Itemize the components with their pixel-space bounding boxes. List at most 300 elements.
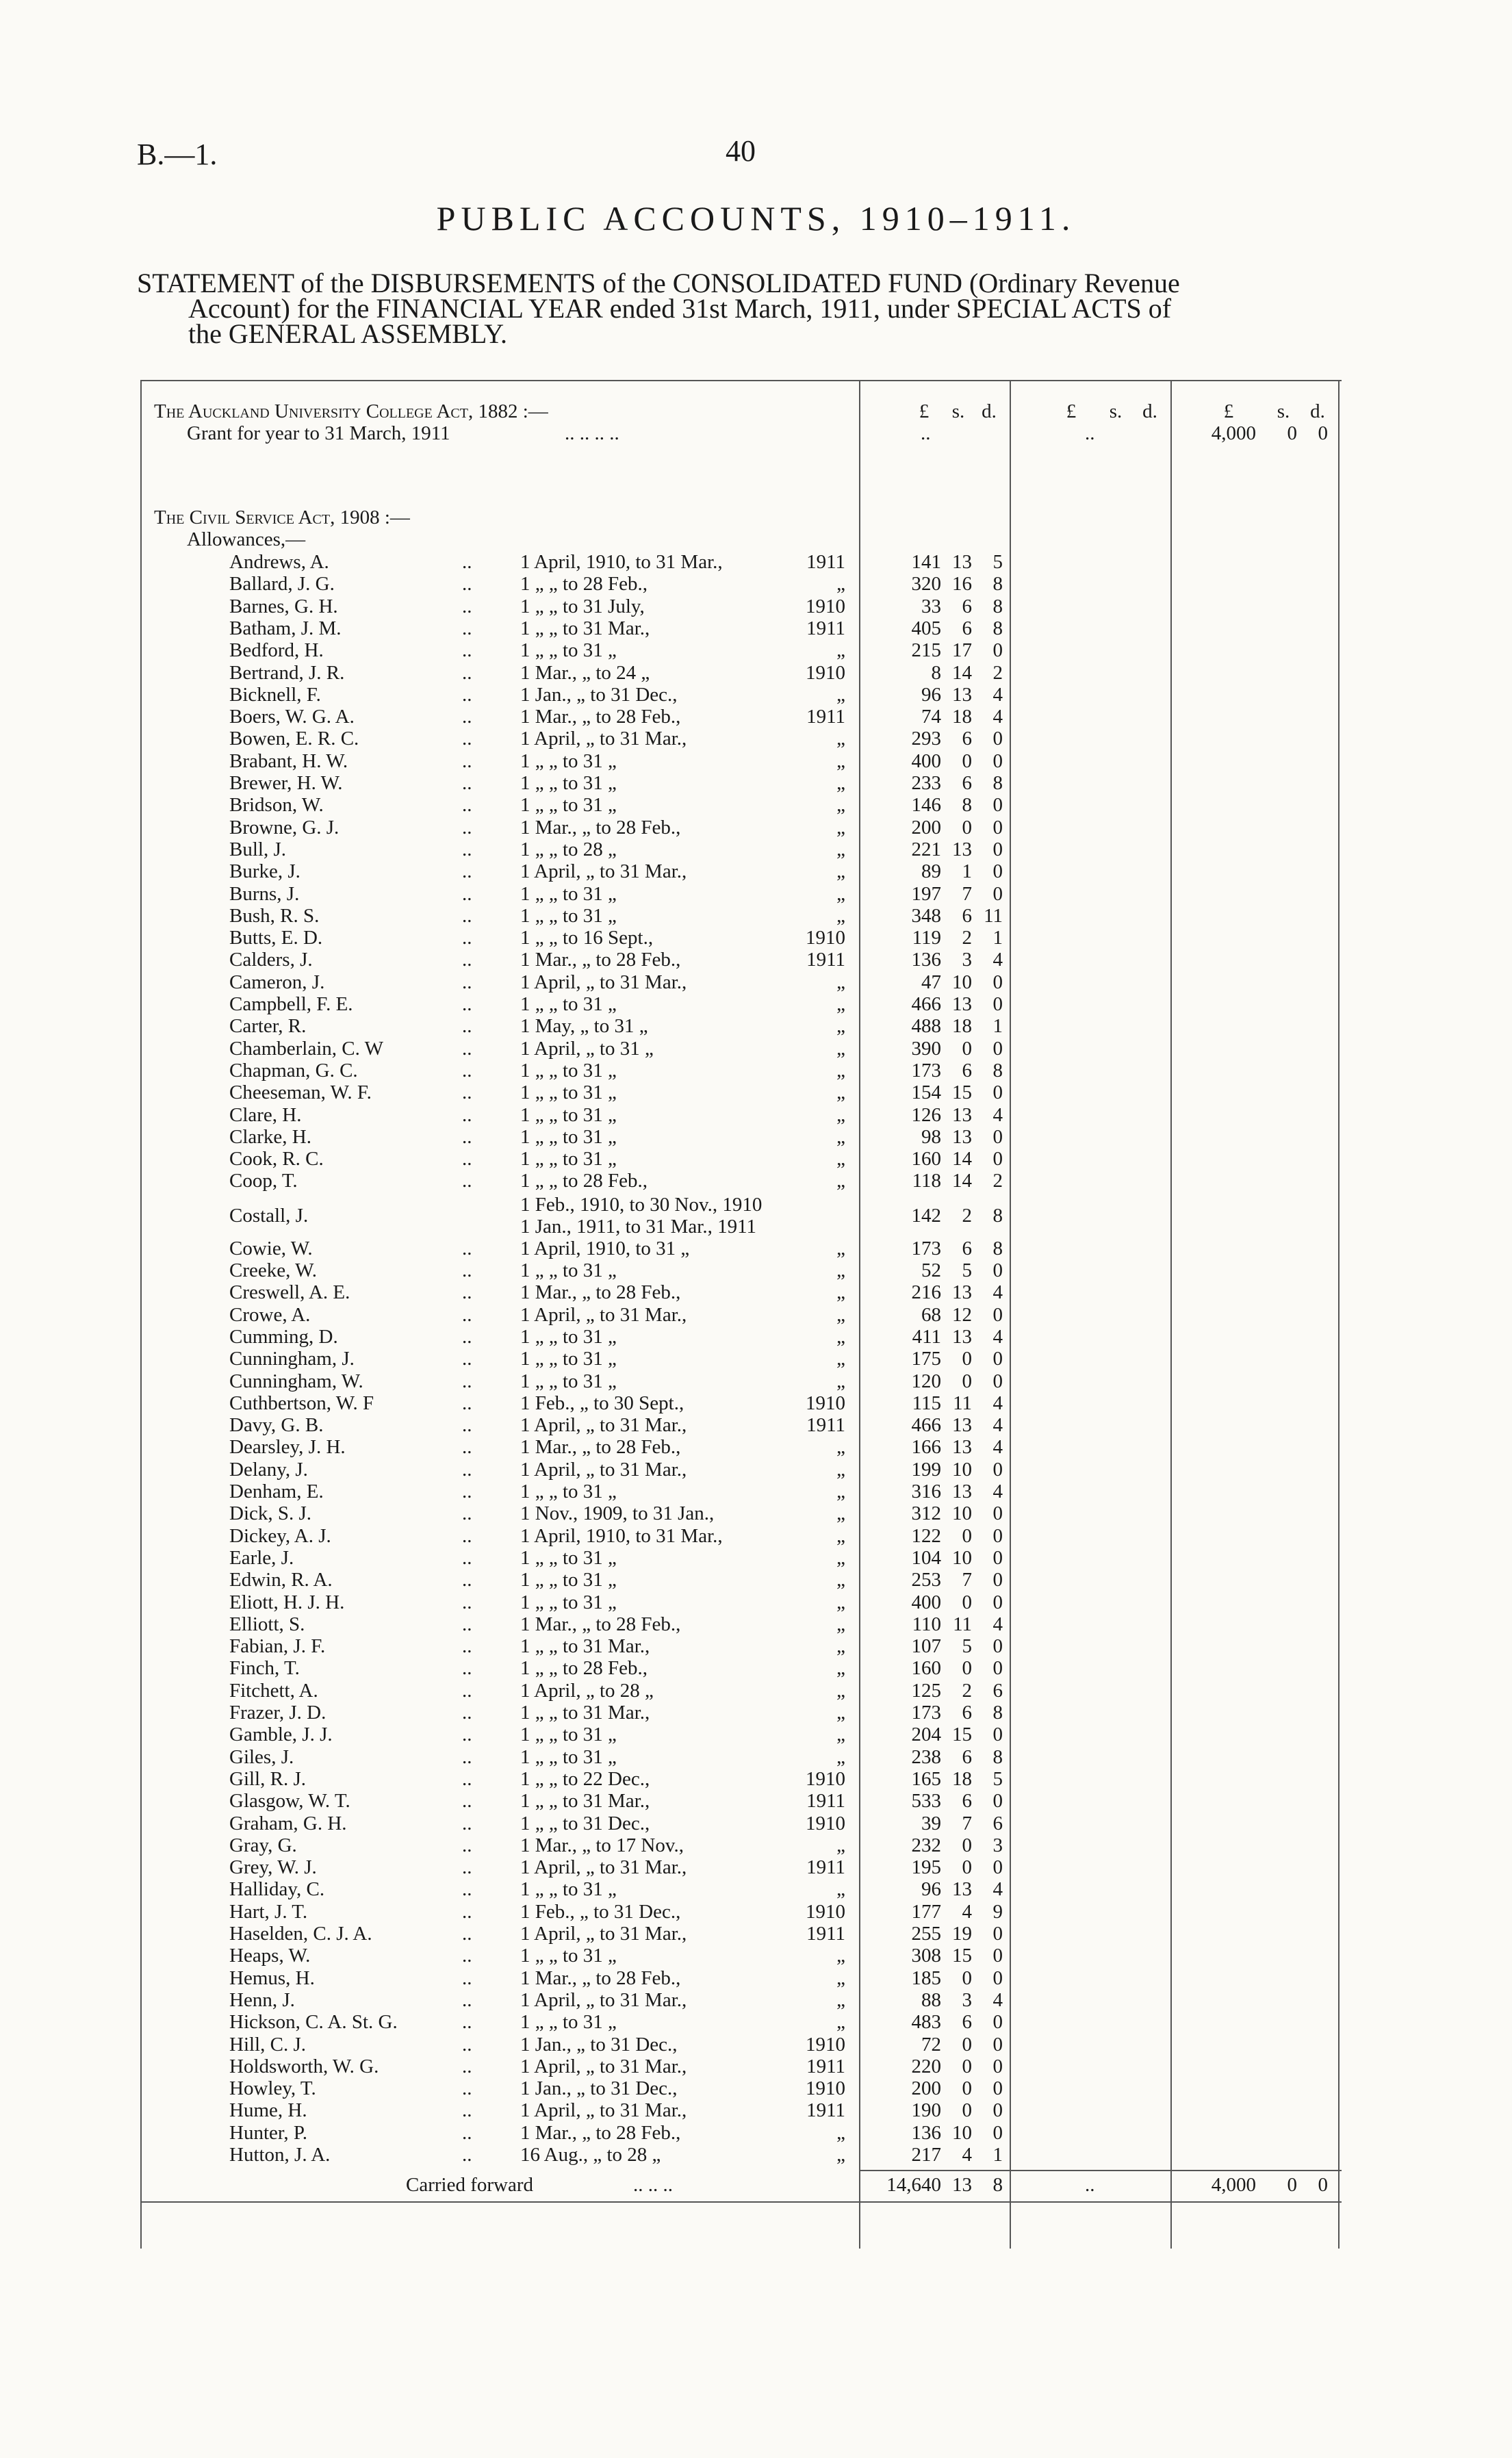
- amount-pence: 0: [992, 1303, 1003, 1326]
- allowances-label: Allowances,—: [187, 528, 306, 550]
- amount-pence: 9: [992, 1900, 1003, 1923]
- period-year: „: [836, 750, 845, 772]
- payee-name: Finch, T.: [229, 1657, 300, 1680]
- period-year: „: [836, 2121, 845, 2144]
- period-year: 1910: [806, 1767, 845, 1790]
- leader-dots: ..: [462, 1325, 472, 1348]
- payee-name: Brewer, H. W.: [229, 772, 343, 794]
- payee-name: Browne, G. J.: [229, 816, 339, 838]
- period-year: „: [836, 1348, 845, 1370]
- amount-shillings: 13: [952, 1414, 972, 1437]
- payee-name: Butts, E. D.: [229, 927, 323, 949]
- amount-shillings: 0: [962, 1037, 972, 1060]
- amount-pounds: 400: [911, 750, 941, 772]
- leader-dots: ..: [462, 1037, 472, 1060]
- leader-dots: ..: [462, 2011, 472, 2034]
- page-number: 40: [726, 134, 756, 168]
- period: 1 „ „ to 28 Feb.,: [520, 1657, 648, 1680]
- amount-shillings: 14: [952, 1170, 972, 1192]
- leader-dots: ..: [462, 1348, 472, 1370]
- leader-dots: ..: [462, 1967, 472, 1989]
- amount-shillings: 10: [952, 1458, 972, 1481]
- amount-pence: 4: [992, 1281, 1003, 1304]
- amount-shillings: 7: [962, 882, 972, 905]
- table-row: [140, 1680, 1342, 1702]
- leader-dots: ..: [462, 1635, 472, 1658]
- period: 1 „ „ to 31 July,: [520, 595, 645, 617]
- period: 1 „ „ to 31 „: [520, 1569, 617, 1591]
- amount-shillings: 10: [952, 1546, 972, 1569]
- amount-pounds: 316: [911, 1481, 941, 1502]
- amount-pounds: 177: [911, 1900, 941, 1923]
- period-year: „: [836, 1679, 845, 1702]
- table-row: [140, 1989, 1342, 2011]
- leader-dots: ..: [462, 1303, 472, 1326]
- amount-pounds: 119: [912, 927, 941, 949]
- table-row: [140, 1081, 1342, 1103]
- leader-dots: ..: [462, 1767, 472, 1790]
- table-row: [140, 1569, 1342, 1591]
- period: 1 „ „ to 28 Feb.,: [520, 573, 648, 596]
- period-year: „: [836, 1546, 845, 1569]
- period-year: 1911: [806, 551, 845, 573]
- period: 1 „ „ to 31 „: [520, 1103, 617, 1126]
- period: 1 April, 1910, to 31 Mar.,: [520, 551, 723, 573]
- amount-pence: 4: [992, 1988, 1003, 2011]
- amount-pounds: 68: [921, 1303, 941, 1326]
- payee-name: Cook, R. C.: [229, 1148, 324, 1170]
- amount-pounds: 118: [912, 1170, 941, 1192]
- period-year: „: [836, 794, 845, 817]
- payee-name: Coop, T.: [229, 1170, 298, 1192]
- amount-shillings: 0: [962, 1967, 972, 1989]
- payee-name: Bedford, H.: [229, 639, 324, 662]
- leader-dots: ..: [462, 1745, 472, 1768]
- period-year: „: [836, 1613, 845, 1635]
- amount-pence: 0: [992, 1348, 1003, 1370]
- period: 1 „ „ to 31 „: [520, 639, 617, 662]
- period: 1 „ „ to 31 „: [520, 794, 617, 817]
- period: 1 „ „ to 31 „: [520, 1325, 617, 1348]
- amount-pounds: 220: [911, 2055, 941, 2077]
- period: 1 Mar., „ to 17 Nov.,: [520, 1834, 684, 1856]
- amount-pence: 8: [992, 1059, 1003, 1081]
- amount-pence: 0: [992, 2121, 1003, 2144]
- amount-pounds: 33: [921, 595, 941, 617]
- amount-shillings: 19: [952, 1923, 972, 1945]
- period: 16 Aug., „ to 28 „: [520, 2144, 661, 2166]
- period-year: „: [836, 1081, 845, 1104]
- amount-shillings: 14: [952, 661, 972, 684]
- payee-name: Andrews, A.: [229, 551, 329, 573]
- leader-dots: ..: [462, 1856, 472, 1879]
- amount-pence: 5: [992, 551, 1003, 573]
- amount-shillings: 13: [952, 1325, 972, 1348]
- period: 1 „ „ to 31 „: [520, 1370, 617, 1392]
- amount-shillings: 6: [962, 1790, 972, 1813]
- amount-pounds: 96: [921, 683, 941, 706]
- payee-name: Earle, J.: [229, 1546, 294, 1569]
- table-row: [140, 1414, 1342, 1436]
- table-row: [140, 1790, 1342, 1812]
- amount-shillings: 0: [962, 1657, 972, 1680]
- amount-pounds: 141: [911, 551, 941, 573]
- table-row: [140, 1613, 1342, 1635]
- amount-pounds: 255: [911, 1923, 941, 1945]
- period-year: „: [836, 1878, 845, 1901]
- period-year: 1911: [806, 2055, 845, 2077]
- table-row: [140, 2034, 1342, 2056]
- period-year: 1911: [806, 1856, 845, 1879]
- carried-col3-shillings: 0: [1287, 2174, 1297, 2197]
- leader-dots: ..: [462, 1702, 472, 1724]
- amount-pounds: 190: [911, 2099, 941, 2122]
- payee-name: Calders, J.: [229, 949, 313, 971]
- amount-pounds: 185: [911, 1967, 941, 1989]
- period-year: „: [836, 1702, 845, 1724]
- amount-pence: 0: [992, 1657, 1003, 1680]
- amount-shillings: 0: [962, 2077, 972, 2100]
- costall-row: [140, 1194, 1342, 1238]
- page-title: PUBLIC ACCOUNTS, 1910–1911.: [436, 199, 1076, 238]
- table-row: [140, 1459, 1342, 1481]
- payee-name: Hill, C. J.: [229, 2033, 306, 2056]
- payee-name: Cowie, W.: [229, 1237, 313, 1259]
- period: 1 Feb., „ to 30 Sept.,: [520, 1392, 684, 1414]
- period-year: 1911: [806, 2099, 845, 2122]
- amount-shillings: 6: [962, 1237, 972, 1259]
- amount-pence: 0: [992, 1724, 1003, 1746]
- amount-shillings: 8: [962, 794, 972, 817]
- table-row: [140, 1148, 1342, 1170]
- table-row: [140, 905, 1342, 927]
- amount-pounds: 232: [911, 1834, 941, 1856]
- amount-shillings: 6: [962, 617, 972, 639]
- period-year: 1911: [806, 617, 845, 639]
- amount-pence: 0: [992, 838, 1003, 860]
- table-row: [140, 728, 1342, 750]
- amount-pence: 0: [992, 993, 1003, 1015]
- payee-name: Hart, J. T.: [229, 1900, 308, 1923]
- amount-pence: 8: [992, 595, 1003, 617]
- civil-service-act-title: The Civil Service Act, 1908 :—: [154, 507, 410, 528]
- period-year: „: [836, 1370, 845, 1392]
- amount-pence: 4: [992, 706, 1003, 728]
- payee-name: Hume, H.: [229, 2099, 307, 2122]
- auckland-amount-pounds: 4,000: [1211, 422, 1256, 444]
- payee-name: Burns, J.: [229, 882, 300, 905]
- leader-dots: ..: [462, 2077, 472, 2100]
- leader-dots: ..: [462, 1259, 472, 1281]
- period: 1 April, „ to 31 Mar.,: [520, 2099, 687, 2122]
- amount-pence: 0: [992, 2033, 1003, 2056]
- leader-dots: ..: [462, 706, 472, 728]
- amount-shillings: 0: [962, 816, 972, 838]
- table-row: [140, 971, 1342, 993]
- table-row: [140, 817, 1342, 838]
- amount-pence: 2: [992, 661, 1003, 684]
- amount-shillings: 11: [953, 1613, 972, 1635]
- leader-dots: ..: [462, 595, 472, 617]
- payee-name: Hunter, P.: [229, 2121, 308, 2144]
- amount-shillings: 0: [962, 2099, 972, 2122]
- leader-dots: ..: [462, 1878, 472, 1901]
- amount-pence: 0: [992, 1125, 1003, 1148]
- period: 1 Feb., „ to 31 Dec.,: [520, 1900, 681, 1923]
- col2-pence-header: d.: [1142, 400, 1157, 422]
- auckland-act-title: The Auckland University College Act, 1882 :—: [154, 400, 548, 422]
- period: 1 Mar., „ to 28 Feb.,: [520, 949, 681, 971]
- period-year: 1910: [806, 1392, 845, 1414]
- period: 1 Jan., „ to 31 Dec.,: [520, 2033, 678, 2056]
- costall-pounds: 142: [911, 1204, 941, 1227]
- period: 1 April, 1910, to 31 Mar.,: [520, 1524, 723, 1547]
- leader-dots: ..: [462, 1458, 472, 1481]
- table-row: [140, 1813, 1342, 1834]
- period-year: 1910: [806, 661, 845, 684]
- payee-name: Chapman, G. C.: [229, 1059, 358, 1081]
- amount-shillings: 2: [962, 927, 972, 949]
- payee-name: Bicknell, F.: [229, 683, 321, 706]
- leader-dots: ..: [462, 1015, 472, 1038]
- table-row: [140, 1481, 1342, 1502]
- amount-pence: 4: [992, 1392, 1003, 1414]
- leader-dots: ..: [462, 2121, 472, 2144]
- table-row: [140, 1901, 1342, 1923]
- payee-name: Crowe, A.: [229, 1303, 311, 1326]
- leader-dots: ..: [462, 816, 472, 838]
- amount-pence: 1: [992, 927, 1003, 949]
- table-row: [140, 1015, 1342, 1037]
- auckland-grant-row: [140, 422, 1342, 444]
- period: 1 „ „ to 31 „: [520, 904, 617, 927]
- period-year: „: [836, 639, 845, 662]
- leader-dots: ..: [462, 838, 472, 860]
- amount-pounds: 165: [911, 1767, 941, 1790]
- amount-pence: 0: [992, 882, 1003, 905]
- payee-name: Graham, G. H.: [229, 1812, 347, 1834]
- table-row: [140, 1724, 1342, 1745]
- period: 1 Jan., „ to 31 Dec.,: [520, 2077, 678, 2100]
- period: 1 Mar., „ to 28 Feb.,: [520, 1281, 681, 1304]
- amount-shillings: 13: [952, 1436, 972, 1459]
- carried-forward-row: [140, 2174, 1342, 2196]
- amount-pounds: 160: [911, 1148, 941, 1170]
- period-year: „: [836, 882, 845, 905]
- period: 1 April, 1910, to 31 „: [520, 1237, 690, 1259]
- amount-pence: 0: [992, 728, 1003, 750]
- amount-pounds: 466: [911, 1414, 941, 1437]
- period-year: „: [836, 860, 845, 883]
- amount-shillings: 4: [962, 1900, 972, 1923]
- carried-col3-pounds: 4,000: [1211, 2174, 1256, 2197]
- col3-pounds-header: £: [1223, 400, 1234, 422]
- amount-pounds: 221: [911, 838, 941, 860]
- table-row: [140, 2011, 1342, 2033]
- amount-pounds: 120: [911, 1370, 941, 1392]
- payee-name: Giles, J.: [229, 1745, 294, 1768]
- amount-pounds: 166: [911, 1436, 941, 1459]
- amount-pence: 0: [992, 1856, 1003, 1879]
- amount-shillings: 14: [952, 1148, 972, 1170]
- carried-forward-label: Carried forward: [406, 2174, 533, 2197]
- period: 1 Mar., „ to 28 Feb.,: [520, 816, 681, 838]
- col1-pounds-header: £: [919, 400, 930, 422]
- table-row: [140, 1746, 1342, 1768]
- costall-period-2: 1 Jan., 1911, to 31 Mar., 1911: [520, 1215, 757, 1238]
- table-row: [140, 573, 1342, 595]
- amount-pounds: 8: [931, 661, 941, 684]
- period: 1 Mar., „ to 28 Feb.,: [520, 706, 681, 728]
- leader-dots: ..: [462, 2055, 472, 2077]
- table-row: [140, 1878, 1342, 1900]
- amount-shillings: 11: [953, 1392, 972, 1414]
- period-year: „: [836, 2011, 845, 2034]
- allowances-heading: [140, 528, 1342, 550]
- amount-pence: 0: [992, 1923, 1003, 1945]
- amount-shillings: 2: [962, 1679, 972, 1702]
- period-year: „: [836, 1657, 845, 1680]
- amount-shillings: 18: [952, 1767, 972, 1790]
- leader-dots: ..: [462, 551, 472, 573]
- period-year: 1910: [806, 2033, 845, 2056]
- table-row: [140, 2099, 1342, 2121]
- amount-pounds: 215: [911, 639, 941, 662]
- table-row: [140, 1923, 1342, 1945]
- amount-pounds: 89: [921, 860, 941, 883]
- period-year: „: [836, 1436, 845, 1459]
- amount-pence: 4: [992, 949, 1003, 971]
- period: 1 April, „ to 31 Mar.,: [520, 860, 687, 883]
- payee-name: Davy, G. B.: [229, 1414, 324, 1437]
- amount-pounds: 411: [912, 1325, 941, 1348]
- amount-pence: 0: [992, 816, 1003, 838]
- amount-pence: 0: [992, 1037, 1003, 1060]
- period-year: „: [836, 971, 845, 993]
- period-year: 1910: [806, 2077, 845, 2100]
- amount-pounds: 136: [911, 949, 941, 971]
- period-year: „: [836, 1635, 845, 1658]
- leader-dots: ..: [462, 1237, 472, 1259]
- payee-name: Fabian, J. F.: [229, 1635, 326, 1658]
- amount-shillings: 12: [952, 1303, 972, 1326]
- period: 1 „ „ to 28 Feb.,: [520, 1170, 648, 1192]
- auckland-grant-label: Grant for year to 31 March, 1911: [187, 422, 450, 444]
- table-row: [140, 639, 1342, 661]
- table-row: [140, 1304, 1342, 1326]
- table-row: [140, 551, 1342, 573]
- amount-pence: 0: [992, 860, 1003, 883]
- amount-shillings: 17: [952, 639, 972, 662]
- table-row: [140, 662, 1342, 684]
- statement-line-3: the GENERAL ASSEMBLY.: [188, 318, 508, 349]
- leader-dots: ..: [462, 1370, 472, 1392]
- leader-dots: ..: [462, 728, 472, 750]
- amount-pounds: 217: [911, 2144, 941, 2166]
- period: 1 „ „ to 31 „: [520, 1481, 617, 1502]
- amount-pounds: 204: [911, 1724, 941, 1746]
- period-year: 1911: [806, 706, 845, 728]
- payee-name: Delany, J.: [229, 1458, 308, 1481]
- leader-dots: ..: [462, 1170, 472, 1192]
- amount-pounds: 98: [921, 1125, 941, 1148]
- payee-name: Gray, G.: [229, 1834, 297, 1856]
- period-year: 1910: [806, 595, 845, 617]
- amount-shillings: 15: [952, 1724, 972, 1746]
- leader-dots: ..: [462, 1724, 472, 1746]
- period-year: „: [836, 1724, 845, 1746]
- amount-pounds: 173: [911, 1702, 941, 1724]
- period-year: „: [836, 1988, 845, 2011]
- table-row: [140, 1126, 1342, 1148]
- amount-pence: 0: [992, 1790, 1003, 1813]
- period: 1 „ „ to 31 „: [520, 993, 617, 1015]
- leader-dots: ..: [462, 1613, 472, 1635]
- amount-pounds: 238: [911, 1745, 941, 1768]
- amount-shillings: 18: [952, 1015, 972, 1038]
- table-row: [140, 2077, 1342, 2099]
- period: 1 April, „ to 31 Mar.,: [520, 1458, 687, 1481]
- amount-pounds: 197: [911, 882, 941, 905]
- table-row: [140, 772, 1342, 794]
- amount-shillings: 6: [962, 1702, 972, 1724]
- period: 1 Mar., „ to 28 Feb.,: [520, 1436, 681, 1459]
- table-row: [140, 1834, 1342, 1856]
- period: 1 „ „ to 31 Mar.,: [520, 617, 650, 639]
- period-year: „: [836, 1281, 845, 1304]
- period-year: 1910: [806, 1812, 845, 1834]
- civil-service-act-heading: [140, 507, 1342, 528]
- amount-pence: 0: [992, 1967, 1003, 1989]
- statement-heading: [137, 268, 1342, 349]
- amount-pence: 0: [992, 750, 1003, 772]
- auckland-col2-dots: ..: [1085, 422, 1095, 444]
- table-row: [140, 1967, 1342, 1989]
- leader-dots: ..: [462, 1569, 472, 1591]
- payee-name: Gill, R. J.: [229, 1767, 306, 1790]
- amount-pence: 1: [992, 2144, 1003, 2166]
- payee-name: Cuthbertson, W. F: [229, 1392, 374, 1414]
- period-year: „: [836, 1059, 845, 1081]
- amount-pence: 0: [992, 1546, 1003, 1569]
- table-row: [140, 706, 1342, 728]
- document-reference: B.—1.: [137, 138, 218, 171]
- costall-shillings: 2: [962, 1204, 972, 1227]
- payee-name: Hutton, J. A.: [229, 2144, 331, 2166]
- amount-pounds: 104: [911, 1546, 941, 1569]
- table-top-rule: [140, 380, 1342, 381]
- period: 1 April, „ to 31 „: [520, 1037, 654, 1060]
- amount-pounds: 199: [911, 1458, 941, 1481]
- amount-pence: 0: [992, 1148, 1003, 1170]
- leader-dots: ..: [462, 1679, 472, 1702]
- amount-pounds: 74: [921, 706, 941, 728]
- statement-line-2: Account) for the FINANCIAL YEAR ended 31st March, 1911, under SPECIAL ACTS of: [188, 293, 1172, 324]
- auckland-act-heading: [140, 400, 1342, 422]
- period: 1 „ „ to 31 „: [520, 1591, 617, 1613]
- costall-period-1: 1 Feb., 1910, to 30 Nov., 1910: [520, 1193, 763, 1216]
- period: 1 April, „ to 28 „: [520, 1679, 654, 1702]
- period: 1 „ „ to 31 „: [520, 2011, 617, 2034]
- amount-pounds: 200: [911, 816, 941, 838]
- period: 1 Mar., „ to 28 Feb.,: [520, 1613, 681, 1635]
- leader-dots: ..: [462, 882, 472, 905]
- leader-dots: ..: [462, 1125, 472, 1148]
- amount-shillings: 13: [952, 1103, 972, 1126]
- amount-shillings: 0: [962, 1348, 972, 1370]
- amount-pounds: 466: [911, 993, 941, 1015]
- payee-name: Fitchett, A.: [229, 1679, 318, 1702]
